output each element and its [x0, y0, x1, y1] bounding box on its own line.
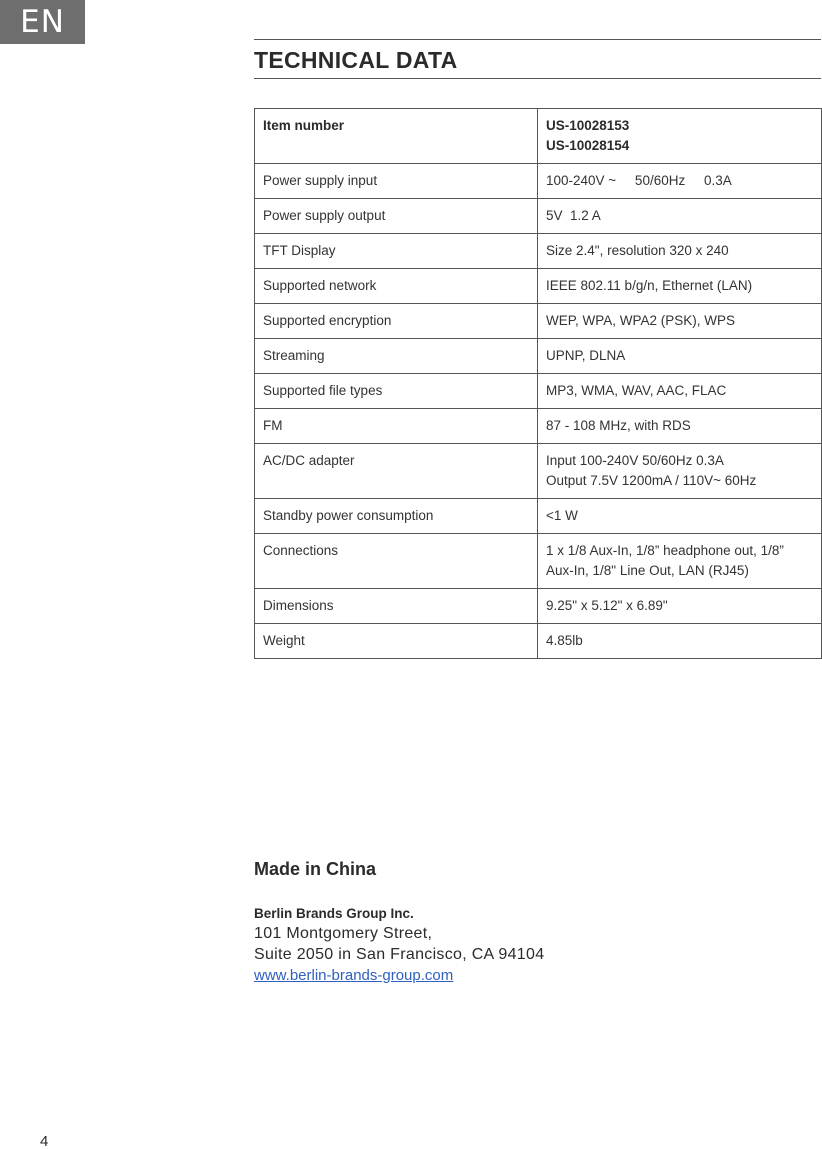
table-cell-label: Power supply input — [255, 164, 538, 199]
table-cell-value — [538, 304, 822, 339]
item-number-1: US-10028153 — [546, 118, 630, 133]
table-cell-value-line: <1 W — [546, 508, 578, 523]
table-cell-value-line: UPNP, DLNA — [546, 348, 626, 363]
address-city: Suite 2050 in San Francisco, CA 94104 — [254, 946, 545, 963]
table-row — [255, 234, 822, 269]
table-cell-value-line: Output 7.5V 1200mA / 110V~ 60Hz — [546, 473, 757, 488]
table-row — [255, 164, 822, 199]
table-cell-value-line: 87 - 108 MHz, with RDS — [546, 418, 691, 433]
table-row — [255, 199, 822, 234]
website-link[interactable]: www.berlin-brands-group.com — [254, 967, 454, 984]
table-row — [255, 304, 822, 339]
company-address — [254, 905, 544, 986]
table-header-row — [255, 109, 822, 164]
table-cell-label: Supported encryption — [255, 304, 538, 339]
table-cell-value — [538, 339, 822, 374]
table-cell-label: Weight — [255, 624, 538, 659]
address-street: 101 Montgomery Street, — [254, 925, 433, 942]
table-cell-value — [538, 234, 822, 269]
table-cell-label: Supported file types — [255, 374, 538, 409]
table-cell-label: FM — [255, 409, 538, 444]
table-cell-label: Power supply output — [255, 199, 538, 234]
table-cell-value-line: 100-240V ~ 50/60Hz 0.3A — [546, 173, 732, 188]
item-number-2: US-10028154 — [546, 138, 630, 153]
table-row — [255, 339, 822, 374]
table-cell-value-line: 9.25" x 5.12" x 6.89" — [546, 598, 668, 613]
table-cell-value — [538, 269, 822, 304]
table-cell-value — [538, 624, 822, 659]
table-cell-value — [538, 199, 822, 234]
table-cell-value — [538, 109, 822, 164]
table-cell-value-line: WEP, WPA, WPA2 (PSK), WPS — [546, 313, 736, 328]
table-row — [255, 534, 822, 589]
table-cell-value-line: 5V 1.2 A — [546, 208, 601, 223]
table-cell-label: Dimensions — [255, 589, 538, 624]
table-cell-label: TFT Display — [255, 234, 538, 269]
made-in-label: Made in China — [254, 859, 377, 879]
table-row — [255, 444, 822, 499]
page-number: 4 — [40, 1133, 49, 1150]
page-title: TECHNICAL DATA — [254, 39, 821, 79]
company-name: Berlin Brands Group Inc. — [254, 906, 414, 921]
table-cell-label: Supported network — [255, 269, 538, 304]
table-cell-label: Item number — [255, 109, 538, 164]
table-cell-label: Standby power consumption — [255, 499, 538, 534]
table-cell-value — [538, 409, 822, 444]
table-cell-label: Connections — [255, 534, 538, 589]
table-cell-value — [538, 499, 822, 534]
table-row — [255, 499, 822, 534]
table-cell-label: AC/DC adapter — [255, 444, 538, 499]
table-row — [255, 374, 822, 409]
table-cell-value-line: Size 2.4", resolution 320 x 240 — [546, 243, 729, 258]
table-cell-value-line: MP3, WMA, WAV, AAC, FLAC — [546, 383, 727, 398]
table-cell-value-line: Input 100-240V 50/60Hz 0.3A — [546, 453, 724, 468]
table-row — [255, 409, 822, 444]
table-cell-value-line: 1 x 1/8 Aux-In, 1/8” headphone out, 1/8” — [546, 543, 784, 558]
table-cell-value-line: IEEE 802.11 b/g/n, Ethernet (LAN) — [546, 278, 753, 293]
table-cell-value — [538, 164, 822, 199]
table-cell-value — [538, 374, 822, 409]
table-cell-value-line: Aux-In, 1/8" Line Out, LAN (RJ45) — [546, 563, 749, 578]
technical-data-table — [254, 108, 822, 659]
table-row — [255, 269, 822, 304]
table-cell-value — [538, 534, 822, 589]
table-row — [255, 589, 822, 624]
language-tab: EN — [0, 0, 85, 44]
table-cell-value — [538, 589, 822, 624]
table-cell-value — [538, 444, 822, 499]
table-cell-label: Streaming — [255, 339, 538, 374]
table-row — [255, 624, 822, 659]
table-cell-value-line: 4.85lb — [546, 633, 583, 648]
